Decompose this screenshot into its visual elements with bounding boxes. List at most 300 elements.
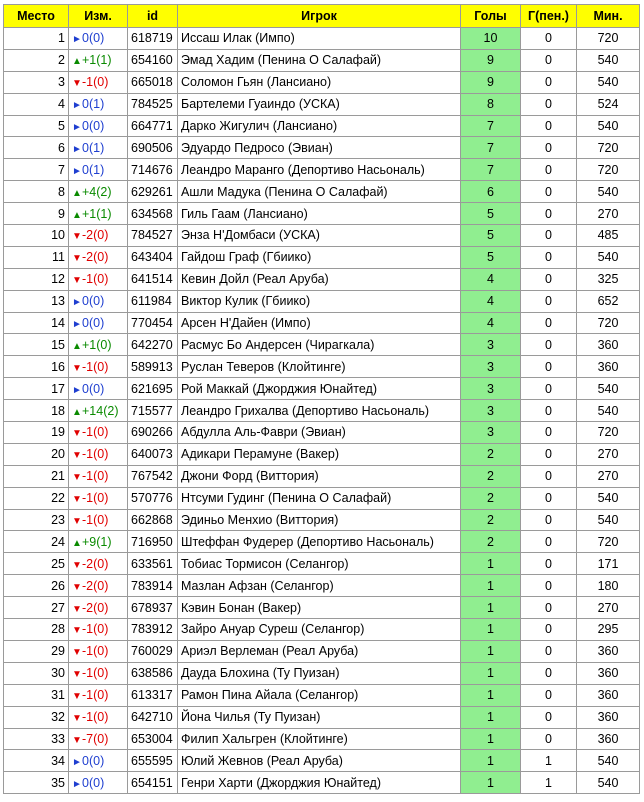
table-row[interactable] (4, 312, 640, 334)
header-player[interactable]: Игрок (178, 5, 461, 28)
player-cell: Адикари Перамуне (Вакер) (178, 443, 461, 465)
id-cell: 690506 (128, 137, 178, 159)
id-cell: 634568 (128, 203, 178, 225)
goals-cell: 1 (461, 684, 521, 706)
goals-cell: 2 (461, 487, 521, 509)
id-cell: 633561 (128, 553, 178, 575)
goals-cell: 7 (461, 137, 521, 159)
place-cell: 24 (4, 531, 69, 553)
arrow-down-icon: ▼ (72, 78, 82, 90)
pen-cell: 0 (521, 443, 577, 465)
change-value: -1(0) (82, 710, 109, 725)
table-row[interactable] (4, 509, 640, 531)
player-cell: Мазлан Афзан (Селангор) (178, 575, 461, 597)
pen-cell: 0 (521, 378, 577, 400)
pen-cell: 0 (521, 619, 577, 641)
change-value: 0(0) (82, 381, 105, 396)
pen-cell: 0 (521, 246, 577, 268)
pen-cell: 0 (521, 49, 577, 71)
header-goals[interactable]: Голы (461, 5, 521, 28)
table-row[interactable] (4, 706, 640, 728)
table-body (4, 28, 640, 794)
change-cell (69, 662, 128, 684)
table-row[interactable] (4, 159, 640, 181)
table-row[interactable] (4, 378, 640, 400)
header-id[interactable]: id (128, 5, 178, 28)
change-cell (69, 728, 128, 750)
goals-cell: 3 (461, 400, 521, 422)
place-cell: 28 (4, 619, 69, 641)
arrow-down-icon: ▼ (72, 669, 82, 681)
place-cell: 29 (4, 640, 69, 662)
minutes-cell: 360 (577, 706, 640, 728)
goals-cell: 2 (461, 443, 521, 465)
id-cell: 760029 (128, 640, 178, 662)
pen-cell: 0 (521, 465, 577, 487)
pen-cell: 0 (521, 509, 577, 531)
pen-cell: 0 (521, 115, 577, 137)
goals-cell: 1 (461, 750, 521, 772)
place-cell: 25 (4, 553, 69, 575)
goals-cell: 3 (461, 334, 521, 356)
goals-cell: 2 (461, 531, 521, 553)
change-value: -1(0) (82, 622, 109, 637)
goals-cell: 1 (461, 662, 521, 684)
player-cell: Рой Маккай (Джорджия Юнайтед) (178, 378, 461, 400)
arrow-up-icon: ▲ (72, 187, 82, 199)
player-cell: Руслан Теверов (Клойтинге) (178, 356, 461, 378)
table-row[interactable] (4, 728, 640, 750)
minutes-cell: 270 (577, 465, 640, 487)
id-cell: 714676 (128, 159, 178, 181)
change-cell (69, 378, 128, 400)
place-cell: 22 (4, 487, 69, 509)
place-cell: 5 (4, 115, 69, 137)
goals-cell: 2 (461, 465, 521, 487)
change-value: 0(0) (82, 31, 105, 46)
id-cell: 570776 (128, 487, 178, 509)
pen-cell: 0 (521, 706, 577, 728)
table-row[interactable] (4, 772, 640, 794)
minutes-cell: 540 (577, 400, 640, 422)
arrow-right-icon: ► (72, 319, 82, 331)
table-row[interactable] (4, 684, 640, 706)
goals-cell: 5 (461, 203, 521, 225)
goals-cell: 8 (461, 93, 521, 115)
header-row (4, 5, 640, 28)
minutes-cell: 270 (577, 597, 640, 619)
arrow-down-icon: ▼ (72, 428, 82, 440)
table-row[interactable] (4, 268, 640, 290)
arrow-down-icon: ▼ (72, 603, 82, 615)
change-cell (69, 487, 128, 509)
pen-cell: 0 (521, 356, 577, 378)
goals-cell: 1 (461, 772, 521, 794)
minutes-cell: 720 (577, 531, 640, 553)
change-cell (69, 137, 128, 159)
goals-cell: 1 (461, 640, 521, 662)
pen-cell: 0 (521, 71, 577, 93)
place-cell: 18 (4, 400, 69, 422)
id-cell: 613317 (128, 684, 178, 706)
table-row[interactable] (4, 49, 640, 71)
table-row[interactable] (4, 356, 640, 378)
arrow-right-icon: ► (72, 165, 82, 177)
place-cell: 31 (4, 684, 69, 706)
change-cell (69, 28, 128, 50)
pen-cell: 0 (521, 487, 577, 509)
arrow-down-icon: ▼ (72, 362, 82, 374)
minutes-cell: 540 (577, 115, 640, 137)
place-cell: 30 (4, 662, 69, 684)
goals-cell: 3 (461, 356, 521, 378)
change-value: 0(0) (82, 775, 105, 790)
id-cell: 640073 (128, 443, 178, 465)
id-cell: 638586 (128, 662, 178, 684)
change-cell (69, 422, 128, 444)
goals-cell: 1 (461, 706, 521, 728)
pen-cell: 0 (521, 575, 577, 597)
minutes-cell: 360 (577, 684, 640, 706)
minutes-cell: 360 (577, 728, 640, 750)
player-cell: Леандро Грихалва (Депортиво Насьональ) (178, 400, 461, 422)
table-row[interactable] (4, 400, 640, 422)
arrow-right-icon: ► (72, 122, 82, 133)
player-cell: Бартелеми Гуаиндо (УСКА) (178, 93, 461, 115)
goals-cell: 1 (461, 575, 521, 597)
place-cell: 16 (4, 356, 69, 378)
goals-cell: 5 (461, 225, 521, 247)
pen-cell: 0 (521, 137, 577, 159)
table-row[interactable] (4, 93, 640, 115)
pen-cell: 0 (521, 290, 577, 312)
change-cell (69, 619, 128, 641)
id-cell: 665018 (128, 71, 178, 93)
arrow-up-icon: ▲ (72, 209, 82, 221)
player-cell: Абдулла Аль-Фаври (Эвиан) (178, 422, 461, 444)
change-cell (69, 706, 128, 728)
goals-cell: 1 (461, 553, 521, 575)
player-cell: Гиль Гаам (Лансиано) (178, 203, 461, 225)
place-cell: 21 (4, 465, 69, 487)
pen-cell: 0 (521, 728, 577, 750)
change-value: -1(0) (82, 272, 109, 287)
place-cell: 9 (4, 203, 69, 225)
change-value: 0(0) (82, 119, 105, 133)
minutes-cell: 270 (577, 203, 640, 225)
table-row[interactable] (4, 575, 640, 597)
player-cell: Эмад Хадим (Пенина О Салафай) (178, 49, 461, 71)
minutes-cell: 540 (577, 181, 640, 203)
pen-cell: 0 (521, 400, 577, 422)
minutes-cell: 325 (577, 268, 640, 290)
change-cell (69, 684, 128, 706)
minutes-cell: 540 (577, 49, 640, 71)
player-cell: Джони Форд (Виттория) (178, 465, 461, 487)
change-cell (69, 49, 128, 71)
player-cell: Зайро Ануар Суреш (Селангор) (178, 619, 461, 641)
goals-cell: 6 (461, 181, 521, 203)
player-cell: Рамон Пина Айала (Селангор) (178, 684, 461, 706)
player-cell: Кевин Дойл (Реал Аруба) (178, 268, 461, 290)
minutes-cell: 720 (577, 137, 640, 159)
change-cell (69, 225, 128, 247)
arrow-down-icon: ▼ (72, 494, 82, 506)
header-place[interactable]: Место (4, 5, 69, 28)
table-row[interactable] (4, 750, 640, 772)
table-row[interactable] (4, 115, 640, 137)
change-value: 0(0) (82, 316, 105, 331)
arrow-down-icon: ▼ (72, 581, 82, 593)
minutes-cell: 540 (577, 71, 640, 93)
change-value: +1(1) (82, 53, 112, 68)
place-cell: 12 (4, 268, 69, 290)
arrow-up-icon: ▲ (72, 56, 82, 68)
table-row[interactable] (4, 619, 640, 641)
place-cell: 26 (4, 575, 69, 597)
pen-cell: 0 (521, 553, 577, 575)
id-cell: 715577 (128, 400, 178, 422)
id-cell: 589913 (128, 356, 178, 378)
id-cell: 662868 (128, 509, 178, 531)
arrow-down-icon: ▼ (72, 516, 82, 528)
change-cell (69, 93, 128, 115)
minutes-cell: 540 (577, 246, 640, 268)
place-cell: 20 (4, 443, 69, 465)
place-cell: 2 (4, 49, 69, 71)
change-value: +1(1) (82, 206, 112, 221)
table-row[interactable] (4, 597, 640, 619)
player-cell: Дауда Блохина (Ту Пуизан) (178, 662, 461, 684)
change-cell (69, 553, 128, 575)
player-cell: Энза Н'Домбаси (УСКА) (178, 225, 461, 247)
pen-cell: 0 (521, 334, 577, 356)
player-cell: Тобиас Тормисон (Селангор) (178, 553, 461, 575)
place-cell: 7 (4, 159, 69, 181)
minutes-cell: 540 (577, 772, 640, 794)
change-value: 0(0) (82, 753, 105, 768)
change-cell (69, 246, 128, 268)
table-row[interactable] (4, 553, 640, 575)
goals-cell: 3 (461, 378, 521, 400)
minutes-cell: 720 (577, 422, 640, 444)
change-value: -1(0) (82, 359, 109, 374)
table-row[interactable] (4, 181, 640, 203)
place-cell: 35 (4, 772, 69, 794)
pen-cell: 1 (521, 750, 577, 772)
change-value: -1(0) (82, 688, 109, 703)
table-row[interactable] (4, 203, 640, 225)
change-cell (69, 334, 128, 356)
pen-cell: 0 (521, 597, 577, 619)
change-cell (69, 71, 128, 93)
arrow-right-icon: ► (72, 100, 82, 112)
place-cell: 34 (4, 750, 69, 772)
id-cell: 678937 (128, 597, 178, 619)
table-row[interactable] (4, 137, 640, 159)
change-value: -2(0) (82, 228, 109, 243)
pen-cell: 0 (521, 225, 577, 247)
pen-cell: 0 (521, 159, 577, 181)
minutes-cell: 652 (577, 290, 640, 312)
minutes-cell: 540 (577, 750, 640, 772)
pen-cell: 0 (521, 531, 577, 553)
place-cell: 8 (4, 181, 69, 203)
id-cell: 655595 (128, 750, 178, 772)
table-row[interactable] (4, 334, 640, 356)
change-value: -7(0) (82, 731, 109, 746)
change-value: +4(2) (82, 184, 112, 199)
change-cell (69, 597, 128, 619)
arrow-down-icon: ▼ (72, 253, 82, 265)
change-cell (69, 159, 128, 181)
pen-cell: 0 (521, 422, 577, 444)
change-value: -2(0) (82, 578, 109, 593)
player-cell: Виктор Кулик (Гбиико) (178, 290, 461, 312)
table-row[interactable] (4, 290, 640, 312)
table-row[interactable] (4, 28, 640, 50)
table-row[interactable] (4, 640, 640, 662)
change-cell (69, 115, 128, 137)
goals-cell: 3 (461, 422, 521, 444)
player-cell: Арсен Н'Дайен (Импо) (178, 312, 461, 334)
change-value: -1(0) (82, 447, 109, 462)
table-row[interactable] (4, 246, 640, 268)
header-minutes[interactable]: Мин. (577, 5, 640, 28)
goals-cell: 7 (461, 159, 521, 181)
minutes-cell: 524 (577, 93, 640, 115)
id-cell: 767542 (128, 465, 178, 487)
place-cell: 15 (4, 334, 69, 356)
goals-cell: 2 (461, 509, 521, 531)
minutes-cell: 295 (577, 619, 640, 641)
goals-cell: 4 (461, 312, 521, 334)
id-cell: 642710 (128, 706, 178, 728)
id-cell: 783914 (128, 575, 178, 597)
change-cell (69, 312, 128, 334)
id-cell: 654160 (128, 49, 178, 71)
id-cell: 690266 (128, 422, 178, 444)
arrow-right-icon: ► (72, 34, 82, 46)
place-cell: 23 (4, 509, 69, 531)
table-row[interactable] (4, 443, 640, 465)
place-cell: 13 (4, 290, 69, 312)
player-cell: Соломон Гьян (Лансиано) (178, 71, 461, 93)
pen-cell: 0 (521, 203, 577, 225)
table-row[interactable] (4, 225, 640, 247)
player-cell: Расмус Бо Андерсен (Чирагкала) (178, 334, 461, 356)
player-cell: Юлий Жевнов (Реал Аруба) (178, 750, 461, 772)
goals-cell: 1 (461, 597, 521, 619)
change-value: -2(0) (82, 600, 109, 615)
place-cell: 6 (4, 137, 69, 159)
id-cell: 621695 (128, 378, 178, 400)
pen-cell: 0 (521, 662, 577, 684)
minutes-cell: 720 (577, 312, 640, 334)
minutes-cell: 180 (577, 575, 640, 597)
player-cell: Иссаш Илак (Импо) (178, 28, 461, 50)
place-cell: 27 (4, 597, 69, 619)
table-row[interactable] (4, 531, 640, 553)
minutes-cell: 720 (577, 28, 640, 50)
change-value: -1(0) (82, 469, 109, 484)
change-cell (69, 531, 128, 553)
header-change[interactable]: Изм. (69, 5, 128, 28)
change-cell (69, 575, 128, 597)
change-cell (69, 203, 128, 225)
player-cell: Ариэл Верлеман (Реал Аруба) (178, 640, 461, 662)
scorers-table (3, 4, 640, 794)
arrow-right-icon: ► (72, 778, 82, 790)
arrow-down-icon: ▼ (72, 691, 82, 703)
change-cell (69, 509, 128, 531)
id-cell: 783912 (128, 619, 178, 641)
pen-cell: 0 (521, 93, 577, 115)
change-value: +9(1) (82, 534, 112, 549)
minutes-cell: 360 (577, 662, 640, 684)
id-cell: 618719 (128, 28, 178, 50)
table-row[interactable] (4, 662, 640, 684)
table-row[interactable] (4, 71, 640, 93)
change-value: +1(0) (82, 337, 112, 352)
goals-cell: 4 (461, 268, 521, 290)
player-cell: Генри Харти (Джорджия Юнайтед) (178, 772, 461, 794)
goals-cell: 9 (461, 71, 521, 93)
pen-cell: 0 (521, 684, 577, 706)
place-cell: 19 (4, 422, 69, 444)
place-cell: 17 (4, 378, 69, 400)
change-value: 0(1) (82, 140, 105, 155)
id-cell: 784527 (128, 225, 178, 247)
id-cell: 770454 (128, 312, 178, 334)
table-row[interactable] (4, 487, 640, 509)
change-cell (69, 443, 128, 465)
pen-cell: 0 (521, 312, 577, 334)
player-cell: Эдуардо Педросо (Эвиан) (178, 137, 461, 159)
change-cell (69, 400, 128, 422)
change-value: -1(0) (82, 513, 109, 528)
id-cell: 653004 (128, 728, 178, 750)
change-value: -2(0) (82, 556, 109, 571)
header-pen[interactable]: Г(пен.) (521, 5, 577, 28)
minutes-cell: 540 (577, 378, 640, 400)
arrow-up-icon: ▲ (72, 340, 82, 352)
goals-cell: 10 (461, 28, 521, 50)
change-cell (69, 772, 128, 794)
table-row[interactable] (4, 465, 640, 487)
player-cell: Филип Хальгрен (Клойтинге) (178, 728, 461, 750)
arrow-right-icon: ► (72, 384, 82, 396)
player-cell: Нтсуми Гудинг (Пенина О Салафай) (178, 487, 461, 509)
player-cell: Йона Чилья (Ту Пуизан) (178, 706, 461, 728)
arrow-down-icon: ▼ (72, 275, 82, 287)
place-cell: 32 (4, 706, 69, 728)
change-value: 0(1) (82, 97, 105, 112)
goals-cell: 1 (461, 728, 521, 750)
change-cell (69, 356, 128, 378)
change-value: -1(0) (82, 644, 109, 659)
change-value: -2(0) (82, 250, 109, 265)
arrow-down-icon: ▼ (72, 713, 82, 725)
place-cell: 3 (4, 71, 69, 93)
arrow-down-icon: ▼ (72, 734, 82, 746)
goals-cell: 9 (461, 49, 521, 71)
table-row[interactable] (4, 422, 640, 444)
change-cell (69, 181, 128, 203)
minutes-cell: 171 (577, 553, 640, 575)
place-cell: 33 (4, 728, 69, 750)
id-cell: 643404 (128, 246, 178, 268)
